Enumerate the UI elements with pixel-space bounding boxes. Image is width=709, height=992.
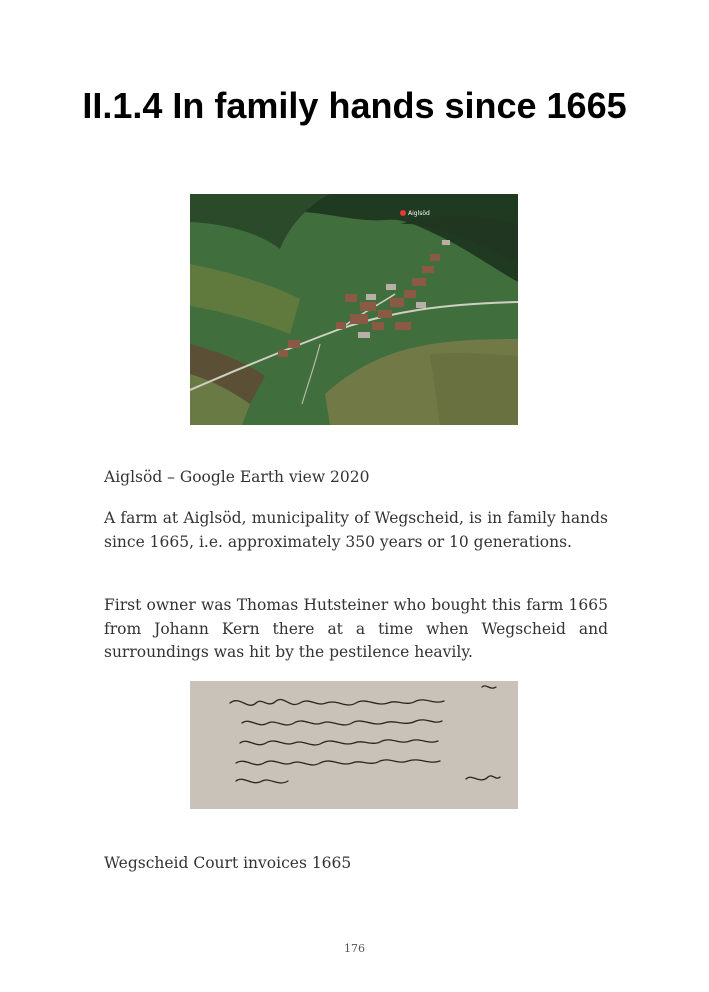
- paragraph-family-hands: A farm at Aiglsöd, municipality of Wegscheid, is in family hands since 1665, i.e. approximately 350 years or 10 generations.: [104, 509, 608, 551]
- aerial-photo-icon: [190, 194, 518, 425]
- court-invoice-caption: Wegscheid Court invoices 1665: [104, 854, 352, 872]
- court-invoice-image: [190, 681, 518, 809]
- aerial-view-image: [190, 194, 518, 425]
- paragraph-first-owner: First owner was Thomas Hutsteiner who bought this farm 1665 from Johann Kern there at a time when Wegscheid and surroundings was hit by the pestilence heavily.: [104, 596, 608, 661]
- svg-text:Aiglsöd: Aiglsöd: [408, 210, 430, 217]
- handwritten-document-icon: [190, 681, 518, 809]
- page-title: II.1.4 In family hands since 1665: [82, 85, 627, 126]
- aerial-view-caption: Aiglsöd – Google Earth view 2020: [104, 468, 370, 486]
- page-number: 176: [344, 942, 365, 955]
